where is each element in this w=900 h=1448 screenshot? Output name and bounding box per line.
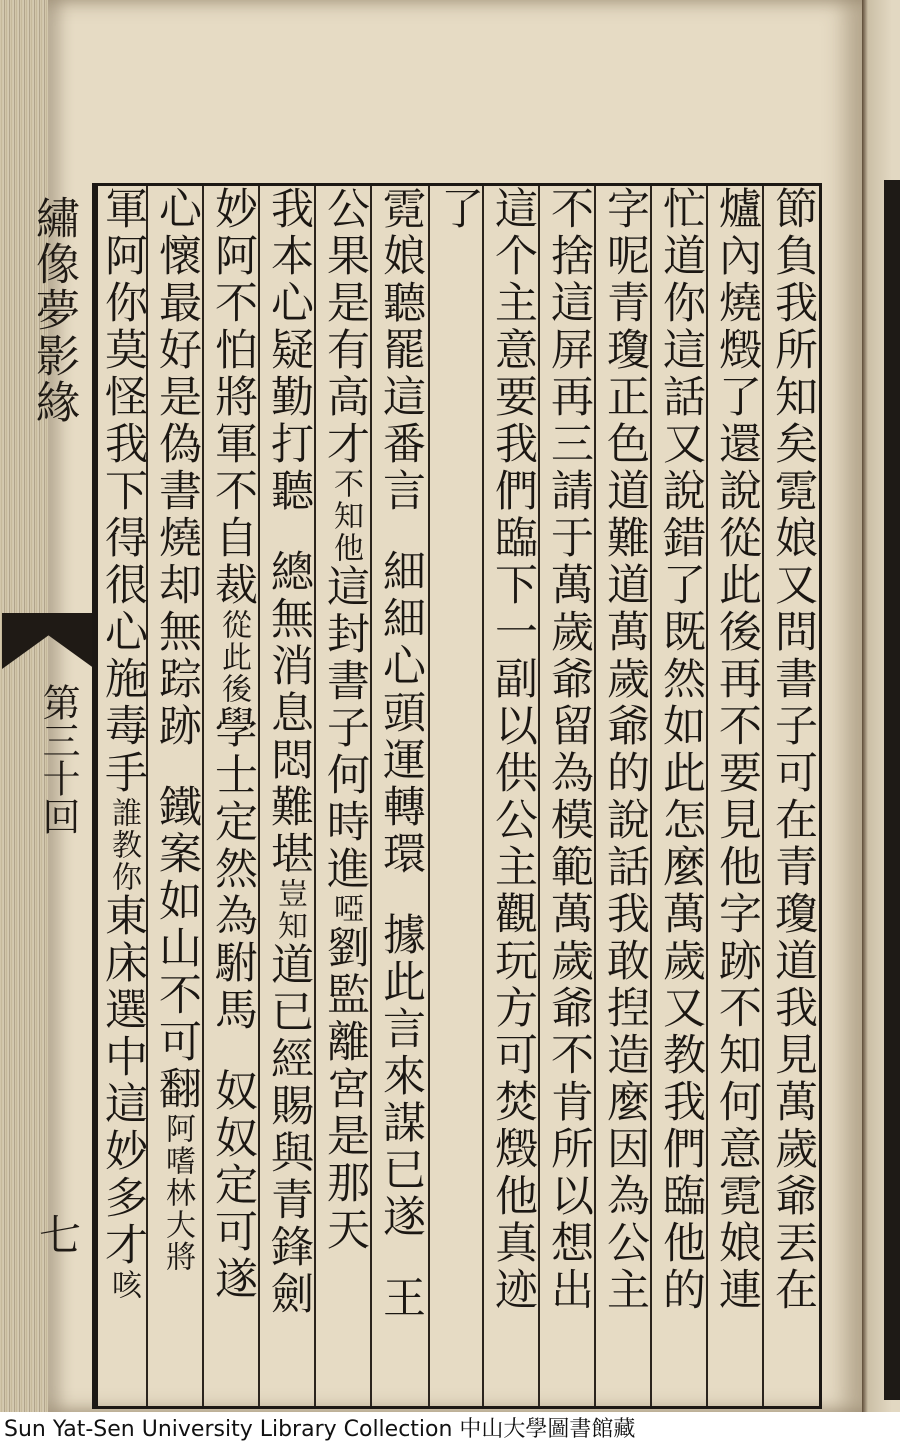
verse-aside: 從此後 <box>216 609 251 705</box>
page-center-column <box>2 183 95 1409</box>
verse-line: 公果是有高才 <box>320 186 370 468</box>
verse-line: 道已經賜與青鋒劍 <box>264 942 314 1318</box>
adjacent-page-rule <box>884 180 900 1400</box>
verse-line: 妙阿不怕將軍不自裁 <box>208 186 258 609</box>
verse-aside: 豈知 <box>272 878 307 942</box>
verse-line: 東床選中這妙多才 <box>98 893 148 1269</box>
chapter-label: 第三十回 <box>36 683 80 835</box>
folio-number: 七 <box>33 1213 82 1255</box>
verse-column-5 <box>150 186 204 1406</box>
verse-aside: 不知他 <box>328 468 363 564</box>
verse-line: 心懷最好是偽書燒却無踪跡 <box>152 186 202 750</box>
verse-line: 總無消息悶難堪 <box>264 549 314 878</box>
verse-line: 鐵案如山不可翻 <box>152 784 202 1113</box>
verse-line: 這封書子何時進 <box>320 564 370 893</box>
adjacent-page-edge <box>862 0 900 1412</box>
text-column-6: 這个主意要我們臨下一副以供公主觀玩方可焚燬他真迹 <box>488 186 538 1314</box>
verse-aside: 誰教你 <box>106 797 141 893</box>
verse-column-4 <box>206 186 260 1406</box>
column-divider <box>428 186 430 1406</box>
verse-column-1 <box>374 186 428 1406</box>
verse-line: 霓娘聽罷這番言 <box>376 186 426 515</box>
verse-line: 王 <box>376 1275 426 1322</box>
verse-line: 細細心頭運轉環 <box>376 549 426 878</box>
verse-aside: 啞 <box>328 893 363 925</box>
verse-column-3 <box>262 186 316 1406</box>
verse-aside: 咳 <box>106 1269 141 1301</box>
verse-column-2 <box>318 186 372 1406</box>
verse-line: 我本心疑勤打聽 <box>264 186 314 515</box>
verse-line: 劉監離宮是那天 <box>320 925 370 1254</box>
fishtail-mark <box>2 613 95 669</box>
text-column-7: 了 <box>434 186 484 233</box>
book-title: 繡像夢影緣 <box>28 195 79 425</box>
verse-line: 奴奴定可遂 <box>208 1068 258 1303</box>
verse-line: 學士定然為駙馬 <box>208 705 258 1034</box>
collection-caption: Sun Yat-Sen University Library Collection 中山大學圖書館藏 <box>0 1412 900 1448</box>
text-column-1: 節負我所知矣霓娘又問書子可在青瓊道我見萬歲爺丟在 <box>768 186 818 1314</box>
text-column-3: 忙道你這話又說錯了既然如此怎麼萬歲又教我們臨他的 <box>656 186 706 1314</box>
verse-column-6 <box>96 186 150 1406</box>
text-column-4: 字呢青瓊正色道難道萬歲爺的說話我敢揑造麼因為公主 <box>600 186 650 1314</box>
verse-aside: 阿嗜林大將 <box>160 1113 195 1273</box>
text-column-2: 爐內燒燬了還說從此後再不要見他字跡不知何意霓娘連 <box>712 186 762 1314</box>
verse-line: 據此言來謀已遂 <box>376 912 426 1241</box>
text-column-5: 不捨這屏再三請于萬歲爺留為模範萬歲爺不肯所以想出 <box>544 186 594 1314</box>
verse-line: 軍阿你莫怪我下得很心施毒手 <box>98 186 148 797</box>
